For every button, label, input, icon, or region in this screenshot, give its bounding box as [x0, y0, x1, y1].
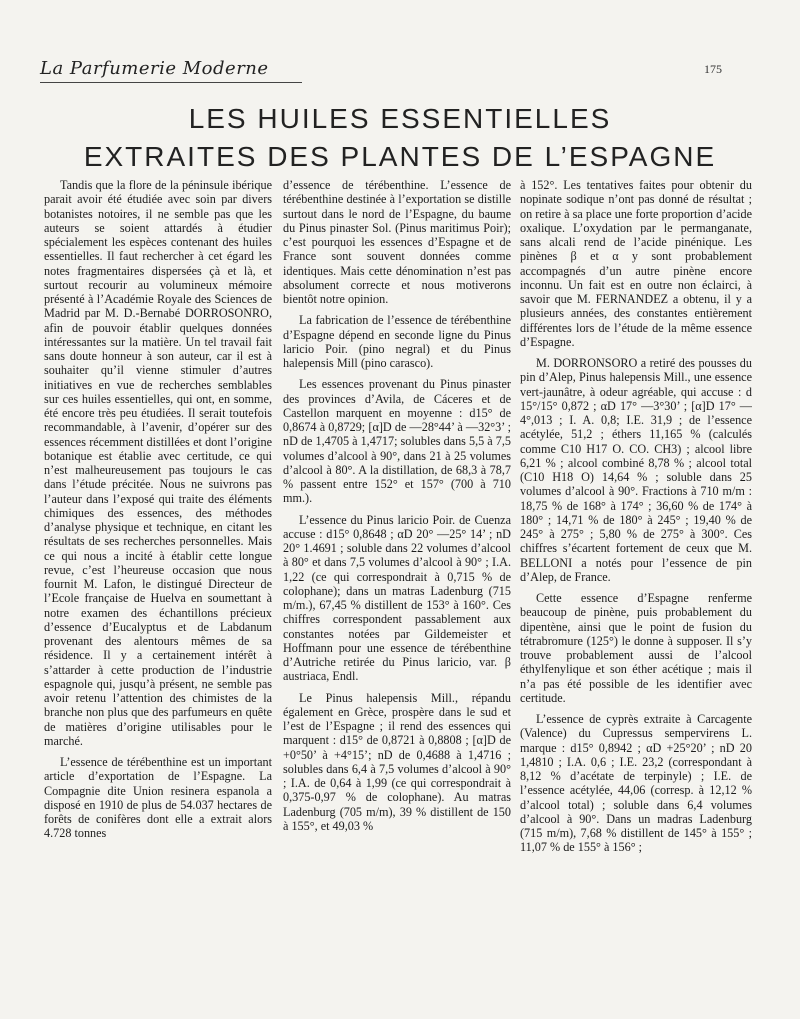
- paragraph: Cette essence d’Espagne renferme beaucoup de pinène, puis probablement du dipentène, ainsi que le point de fusion du tétrabromure (125°) le donne à supposer. Il s’y trouve probablement aussi de l’alcool éthylfenylique et son éther acétique ; mais il n’a pas été possible de les identifier avec certitude.: [520, 591, 752, 705]
- paragraph: à 152°. Les tentatives faites pour obtenir du nopinate sodique n’ont pas donné de résultat ; on retire à sa place une forte proportion d’acide oxalique. L’oxydation par le permanganate, sans alcali rend de l’acide pinénique. Les pinènes β et α y sont probablement accompagnés d’un autre pinène encore inconnu. Un fait est en outre non éclairci, à savoir que M. FERNANDEZ a obtenu, il y a plusieurs années, des constantes entièrement différentes lors de l’étude de la même essence d’Espagne.: [520, 178, 752, 349]
- masthead: La Parfumerie Moderne: [40, 58, 269, 79]
- article-title-line-2: EXTRAITES DES PLANTES DE L’ESPAGNE: [83, 141, 717, 172]
- text-column-2: [283, 178, 511, 1018]
- paragraph: Le Pinus halepensis Mill., répandu également en Grèce, prospère dans le sud et l’est de l’Espagne ; il rend des essences qui marquent : d15° de 0,8721 à 0,8808 ; [α]D de +0°50’ à +4°15’; nD de 0,4688 à 1,4716 ; solubles dans 6,4 à 7,5 volumes d’alcool à 90° ; I.A. de 0,64 à 1,99 (ce qui correspondrait à 0,375-0,97 % de colophane). Au matras Ladenburg (705 m/m), 39 % distillent de 150 à 155°, et 49,03 %: [283, 690, 511, 833]
- article-title-line-1: LES HUILES ESSENTIELLES: [188, 103, 612, 134]
- paragraph: M. DORRONSORO a retiré des pousses du pin d’Alep, Pinus halepensis Mill., une essence vert-jaunâtre, à odeur agréable, qui accuse : d 15°/15° 0,872 ; αD 17° —3°30’ ; [α]D 17° —4°,013 ; I. A. 0,8; I.E. 31,9 ; de l’essence acétylée, 51,2 ; éthers 11,165 % (calculés comme C10 H17 O. CO. CH3) ; alcool libre 6,21 % ; alcool combiné 8,78 % ; alcool total (C10 H18 O) 14,64 % ; soluble dans 25 volumes d’alcool à 90°. Fractions à 710 m/m : 18,75 % de 168° à 174° ; 36,60 % de 174° à 180° ; 14,71 % de 180° à 245° ; 19,40 % de 245° à 275° ; 5,80 % de 275° à 300°. Ces chiffres s’écartent fortement de ceux que M. BELLONI a notés pour l’essence de pin d’Alep, de France.: [520, 356, 752, 584]
- paragraph: Les essences provenant du Pinus pinaster des provinces d’Avila, de Cáceres et de Castellon marquent en moyenne : d15° de 0,8674 à 0,8729; [α]D de —28°44’ à —32°3’ ; nD de 1,4705 à 1,4717; solubles dans 5,5 à 7,5 volumes d’alcool à 90°, dans 21 à 25 volumes d’alcool à 80°. A la distillation, de 68,3 à 78,7 % passent entre 152° et 157° (700 à 710 mm.).: [283, 377, 511, 506]
- paragraph: d’essence de térébenthine. L’essence de térébenthine destinée à l’exportation se distille surtout dans le nord de l’Espagne, du baume du Pinus pinaster Sol. (Pinus maritimus Poir); c’est pourquoi les essences d’Espagne et de France sont souvent données comme identiques. Mais cette dénomination n’est pas absolument correcte et nous motiverons bientôt notre opinion.: [283, 178, 511, 306]
- paragraph: L’essence de cyprès extraite à Carcagente (Valence) du Cupressus sempervirens L. marque : d15° 0,8942 ; αD +25°20’ ; nD 20 1,4810 ; I.A. 0,6 ; I.E. 23,2 (correspondant à 8,12 % d’acétate de terpinyle) ; I.E. de l’essence acétylée, 44,06 (corresp. à 12,12 % d’alcool total) ; soluble dans 6,4 volumes d’alcool à 90°. Dans un madras Ladenburg (715 m/m), 7,68 % distillent de 145° à 155° ; 11,07 % de 155° à 156° ;: [520, 712, 752, 855]
- masthead-rule: [40, 82, 302, 83]
- text-column-1: [44, 178, 272, 1018]
- paragraph: La fabrication de l’essence de térébenthine d’Espagne dépend en seconde ligne du Pinus laricio Poir. (pino negral) et du Pinus halepensis Mill (pino carasco).: [283, 313, 511, 370]
- paragraph: L’essence du Pinus laricio Poir. de Cuenza accuse : d15° 0,8648 ; αD 20° —25° 14’ ; nD 20° 1.4691 ; soluble dans 22 volumes d’alcool à 80° et dans 7,5 volumes d’alcool à 90° ; I.A. 1,22 (ce qui correspondrait à 0,715 % de colophane); dans un matras Ladenburg (715 m/m.), 67,45 % distillent de 153° à 160°. Ces chiffres correspondent passablement aux constantes notées par Gildemeister et Hoffmann pour une essence de térébenthine d’Autriche retirée du Pinus laricio, var. β austriaca, Endl.: [283, 512, 511, 684]
- paragraph: L’essence de térébenthine est un important article d’exportation de l’Espagne. La Compagnie dite Union resinera espanola a disposé en 1910 de plus de 54.037 hectares de forêts de conifères dont elle a extrait alors 4.728 tonnes: [44, 755, 272, 841]
- paragraph: Tandis que la flore de la péninsule ibérique parait avoir été étudiée avec soin par divers botanistes notoires, il ne semble pas que les auteurs se soient attardés à étudier spécialement les espèces contenant des huiles essentielles. Il faut rechercher à cet égard les notes fragmentaires dispersées çà et là, et surtout recourir au volumineux mémoire présenté à l’Académie Royale des Sciences de Madrid par M. D.-Bernabé DORROSONRO, afin de pouvoir établir quelques données intéressantes sur la matière. Un tel travail fait sans doute honneur à son auteur, car il est à souhaiter qu’il vienne stimuler d’autres initiatives en vue de recherches semblables sur ces huiles essentielles, qui ont, en somme, été encore très peu étudiées. Il serait toutefois recommandable, à l’avenir, d’opérer sur des essences récemment distillées et dont l’origine botanique est établie avec certitude, ce qui n’est malheureusement pas toujours le cas dans l’étude précitée. Nous ne suivrons pas l’auteur dans l’exposé qui traite des éléments chimiques des essences, des méthodes d’analyse physique et technique, en citant les résultats de ses recherches personnelles. Mais ce qui nous a incité à établir cette longue revue, c’est l’heureuse occasion que nous fournit M. Lafon, le distingué Directeur de l’Ecole française de Huelva en soumettant à notre examen des échantillons précieux d’essence d’Eucalyptus et de Labdanum provenant des alentours mêmes de sa résidence. Il y a certainement intérêt à s’attarder à cette production de l’industrie espagnole qui, jusqu’à présent, ne semble pas avoir retenu l’attention des chimistes de la branche non plus que des parfumeurs en quête de matières d’origine utilisables pour le marché.: [44, 178, 272, 748]
- page-number: 175: [704, 62, 722, 76]
- text-column-3: [520, 178, 752, 1018]
